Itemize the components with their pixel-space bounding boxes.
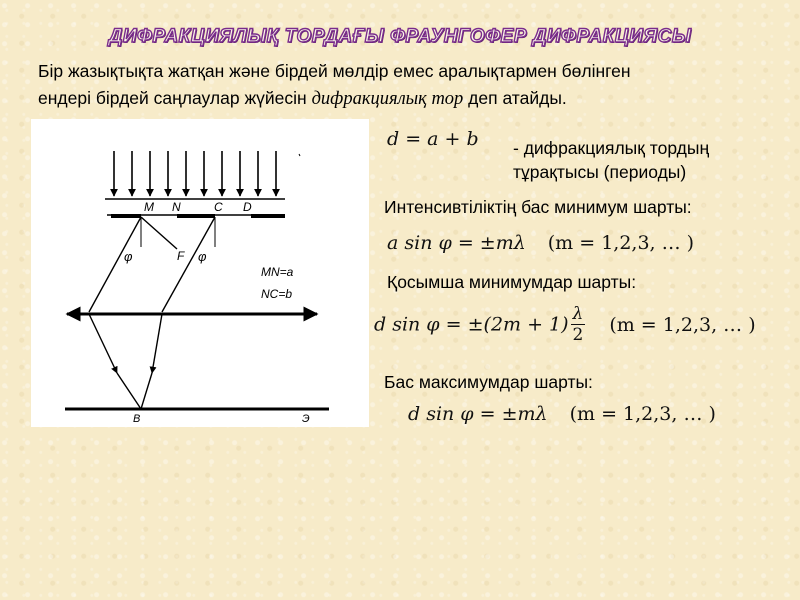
label-F: F — [177, 249, 185, 263]
slide-title: ДИФРАКЦИЯЛЫҚ ТОРДАҒЫ ФРАУНГОФЕР ДИФРАКЦИЯСЫ — [108, 26, 692, 47]
fraction-numerator: λ — [572, 304, 584, 324]
main-max-lhs: d sin φ = ±mλ — [408, 403, 548, 425]
main-min-condition: (m = 1,2,3, … ) — [547, 232, 695, 254]
grating-diagram — [31, 119, 369, 427]
fraction-denominator: 2 — [572, 325, 584, 345]
intro-line-1: Бір жазықтықта жатқан және бірдей мөлдір емес аралықтармен бөлінген — [38, 61, 631, 81]
grating-diagram-svg — [31, 119, 369, 427]
label-MN: MN=a — [261, 265, 294, 279]
extra-min-fraction — [571, 304, 586, 345]
label-C: C — [214, 200, 223, 214]
label-screen: Э — [302, 413, 310, 425]
period-formula: d = a + b — [387, 128, 479, 150]
intro-term: дифракциялық тор — [311, 89, 464, 109]
label-D: D — [243, 200, 252, 214]
main-max-condition: (m = 1,2,3, … ) — [569, 403, 716, 425]
label-B: B — [133, 413, 141, 425]
label-NC: NC=b — [261, 287, 293, 301]
extra-min-lhs: d sin φ = ±(2m + 1) — [374, 313, 569, 336]
extra-min-heading: Қосымша минимумдар шарты: — [387, 272, 637, 292]
label-N: N — [172, 200, 181, 214]
label-phi-left: φ — [124, 249, 133, 264]
main-min-heading: Интенсивтіліктің бас минимум шарты: — [384, 197, 692, 217]
main-max-heading: Бас максимумдар шарты: — [384, 372, 593, 392]
intro-line-2-end: деп атайды. — [463, 88, 567, 108]
extra-min-condition: (m = 1,2,3, … ) — [609, 313, 756, 336]
intro-paragraph — [38, 58, 758, 113]
period-desc-line-2: тұрақтысы (периоды) — [513, 162, 687, 182]
extra-min-formula — [374, 304, 756, 352]
incident-rays — [114, 151, 276, 196]
main-max-formula — [408, 403, 716, 425]
intro-line-2-start: ендері бірдей саңлаулар жүйесін — [38, 88, 312, 108]
main-min-formula — [387, 232, 694, 254]
diffracted-rays — [89, 217, 215, 312]
main-min-lhs: a sin φ = ±mλ — [387, 232, 526, 254]
grating — [107, 215, 285, 216]
label-phi-right: φ — [198, 249, 207, 264]
converging-rays — [89, 314, 162, 373]
period-description — [513, 136, 709, 184]
period-desc-line-1: - дифракциялық тордың — [513, 138, 710, 158]
label-M: M — [144, 200, 154, 214]
